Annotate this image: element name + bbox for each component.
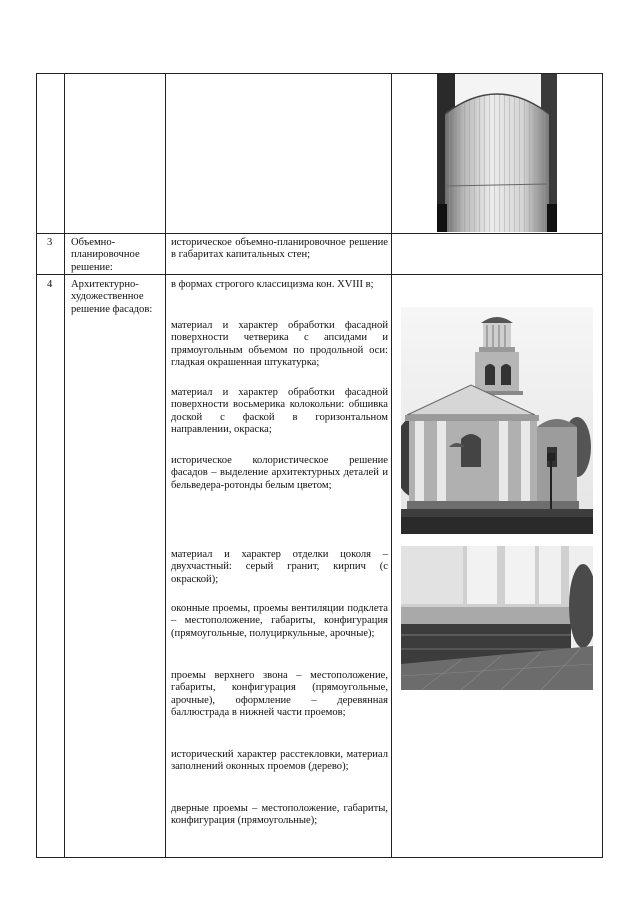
row-4-name: Архитектурно-художественное решение фасадов:: [71, 279, 153, 315]
col-border-left: [36, 73, 37, 858]
row-4-paragraph-octagon: материал и характер обработки фасадной поверхности восьмерика колокольни: обшивка доской с фаской в горизонтальном направлении, окраска;: [171, 387, 388, 436]
row-divider-3: [36, 233, 602, 234]
row-4-paragraph-belfry-openings: проемы верхнего звона – местоположение, габариты, конфигурация (прямоугольные, арочные), оформление – деревянная баллюстрада в нижней части проемов;: [171, 670, 388, 719]
table-bottom-border: [36, 857, 602, 858]
row-4-paragraph-quadrangle: материал и характер обработки фасадной поверхности четверика с апсидами и прямоугольным объемом по продольной оси: гладкая окрашенная штукатурка;: [171, 320, 388, 369]
row-4-paragraph-windows: оконные проемы, проемы вентиляции подклета – местоположение, габариты, конфигурация (прямоугольные, полуциркульные, арочные);: [171, 603, 388, 639]
row-3-name: Объемно-планировочное решение:: [71, 237, 140, 273]
row-4-paragraph-colour: историческое колористическое решение фасадов – выделение архитектурных деталей и бельведера-ротонды белым цветом;: [171, 455, 388, 491]
col-border-num: [64, 73, 65, 858]
photo-church-facade: [401, 307, 593, 534]
photo-column-closeup: [437, 74, 557, 232]
row-4-number: 4: [47, 279, 53, 290]
row-4-paragraph-glazing: исторический характер расстекловки, материал заполнений оконных проемов (дерево);: [171, 749, 388, 773]
row-3-description: историческое объемно-планировочное решение в габаритах капитальных стен;: [171, 237, 388, 261]
row-4-paragraph-style: в формах строгого классицизма кон. XVIII в;: [171, 279, 374, 290]
row-4-paragraph-doors: дверные проемы – местоположение, габариты, конфигурация (прямоугольные);: [171, 803, 388, 827]
col-border-desc: [391, 73, 392, 858]
photo-plinth-detail: [401, 546, 593, 690]
col-border-name: [165, 73, 166, 858]
col-border-right: [602, 73, 603, 858]
row-3-number: 3: [47, 237, 53, 248]
row-4-paragraph-plinth: материал и характер отделки цоколя – двухчастный: серый гранит, кирпич (с окраской);: [171, 549, 388, 585]
